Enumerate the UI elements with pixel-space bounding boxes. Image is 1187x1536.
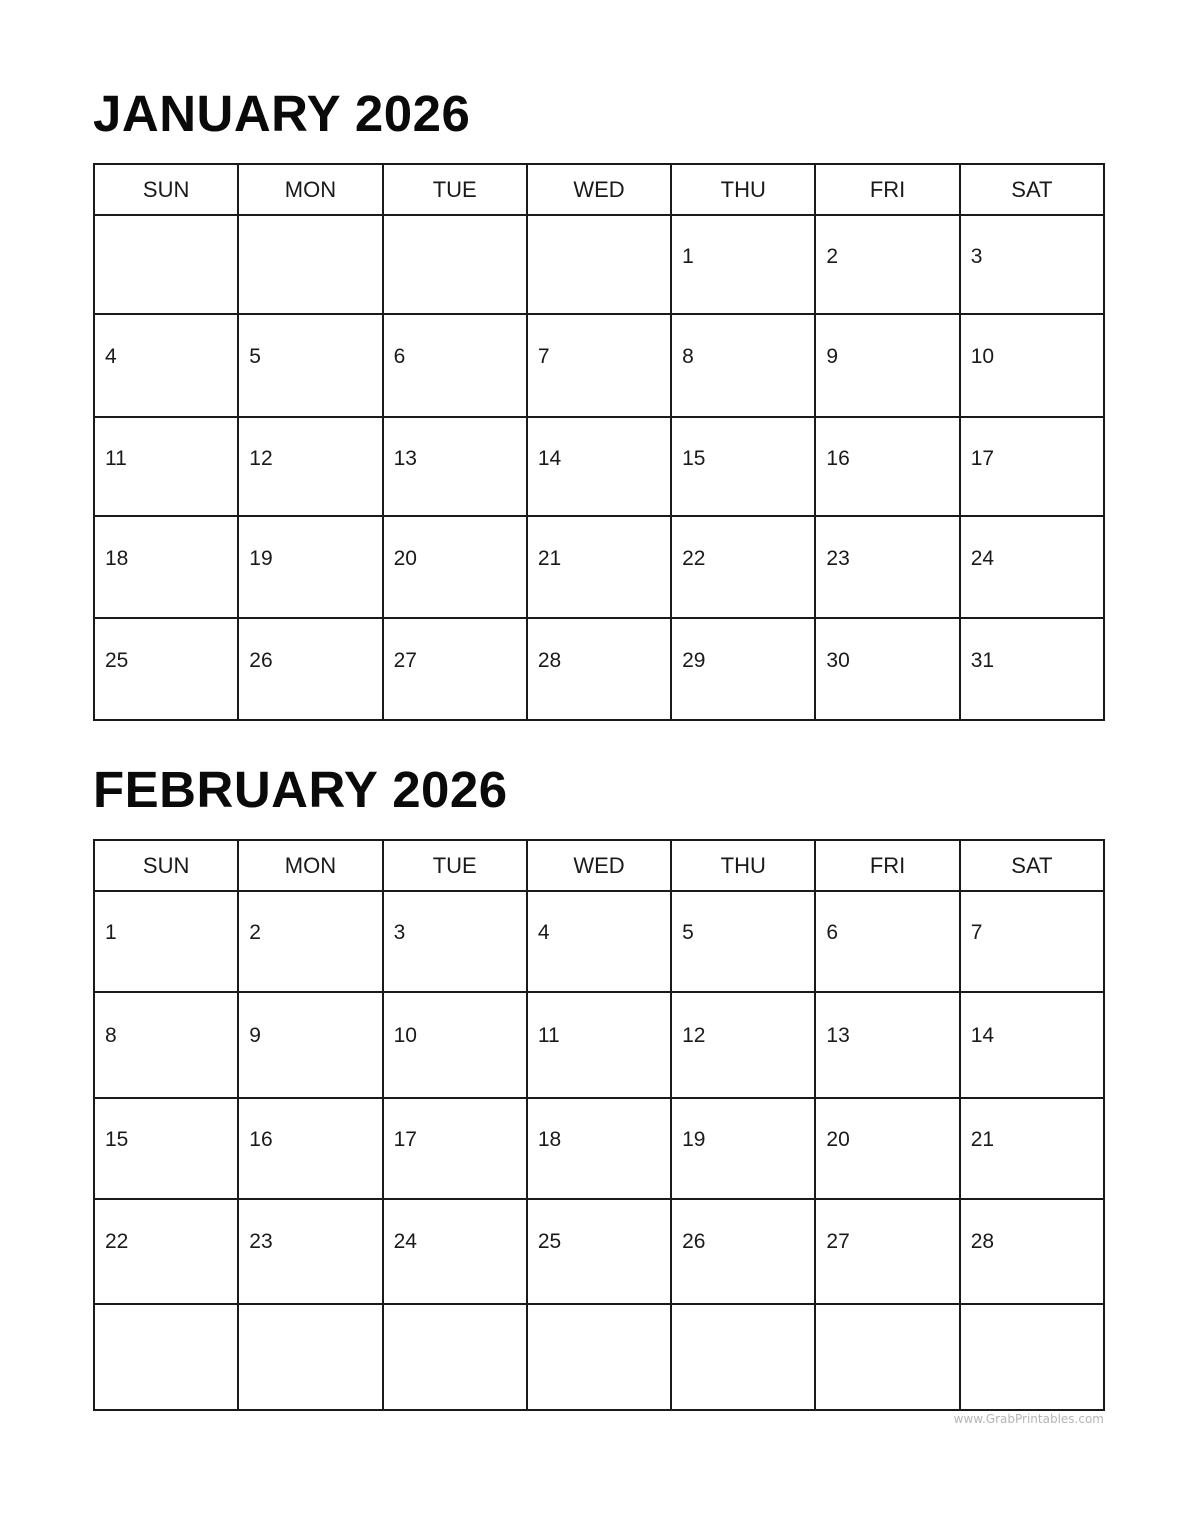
day-number bbox=[528, 1305, 670, 1336]
day-number: 25 bbox=[105, 649, 129, 672]
month-title-january: JANUARY 2026 bbox=[93, 85, 471, 142]
day-cell bbox=[960, 417, 1104, 516]
day-cell bbox=[238, 215, 382, 314]
day-number: 23 bbox=[249, 1230, 273, 1253]
day-number: 19 bbox=[682, 1128, 706, 1151]
day-cell bbox=[527, 314, 671, 417]
day-cell bbox=[527, 516, 671, 618]
day-cell bbox=[238, 891, 382, 992]
day-cell bbox=[383, 891, 527, 992]
day-cell bbox=[815, 1304, 959, 1410]
day-cell bbox=[960, 1098, 1104, 1199]
day-cell bbox=[671, 417, 815, 516]
day-number: 22 bbox=[105, 1230, 129, 1253]
day-number: 20 bbox=[393, 547, 417, 570]
day-number: 10 bbox=[970, 345, 995, 368]
day-cell bbox=[671, 314, 815, 417]
day-cell bbox=[94, 314, 238, 417]
day-number: 1 bbox=[105, 921, 117, 944]
day-number bbox=[528, 216, 670, 245]
day-number: 11 bbox=[537, 1024, 560, 1047]
day-number: 9 bbox=[249, 1024, 261, 1047]
day-number bbox=[95, 216, 237, 245]
day-cell bbox=[671, 1199, 815, 1304]
day-cell bbox=[238, 618, 382, 720]
day-number: 5 bbox=[682, 921, 694, 944]
day-number bbox=[961, 1305, 1103, 1336]
weekday-header: FRI bbox=[815, 164, 959, 215]
day-number: 8 bbox=[105, 1024, 117, 1047]
footer-watermark: www.GrabPrintables.com bbox=[953, 1412, 1104, 1426]
day-cell bbox=[383, 618, 527, 720]
day-number: 15 bbox=[105, 1128, 129, 1151]
weekday-header: MON bbox=[238, 164, 382, 215]
week-row bbox=[94, 516, 1104, 618]
weekday-header: MON bbox=[238, 840, 382, 891]
weekday-header: FRI bbox=[815, 840, 959, 891]
day-number: 14 bbox=[970, 1024, 995, 1047]
day-cell bbox=[94, 992, 238, 1098]
day-cell bbox=[383, 1304, 527, 1410]
day-number: 28 bbox=[537, 649, 562, 672]
day-number bbox=[239, 1305, 381, 1336]
day-number: 28 bbox=[970, 1230, 995, 1253]
week-row bbox=[94, 891, 1104, 992]
day-cell bbox=[960, 215, 1104, 314]
day-number: 15 bbox=[682, 447, 706, 470]
day-cell bbox=[94, 618, 238, 720]
day-number: 27 bbox=[393, 649, 417, 672]
day-number: 7 bbox=[537, 345, 550, 368]
day-number: 16 bbox=[826, 447, 850, 470]
day-number: 4 bbox=[105, 345, 117, 368]
day-number: 16 bbox=[249, 1128, 273, 1151]
day-cell bbox=[815, 516, 959, 618]
week-row bbox=[94, 314, 1104, 417]
day-cell bbox=[815, 891, 959, 992]
day-number: 12 bbox=[249, 447, 273, 470]
weekday-header-row bbox=[94, 164, 1104, 215]
day-cell bbox=[671, 891, 815, 992]
day-cell bbox=[94, 891, 238, 992]
day-cell bbox=[238, 992, 382, 1098]
day-number: 25 bbox=[537, 1230, 562, 1253]
day-cell bbox=[94, 1304, 238, 1410]
day-cell bbox=[238, 1199, 382, 1304]
day-cell bbox=[383, 992, 527, 1098]
week-row bbox=[94, 1098, 1104, 1199]
day-cell bbox=[671, 1098, 815, 1199]
day-number: 31 bbox=[970, 649, 995, 672]
day-cell bbox=[815, 618, 959, 720]
day-cell bbox=[383, 1098, 527, 1199]
day-number: 11 bbox=[105, 447, 127, 470]
day-cell bbox=[671, 618, 815, 720]
day-number: 6 bbox=[826, 921, 839, 944]
day-cell bbox=[527, 618, 671, 720]
day-cell bbox=[527, 992, 671, 1098]
day-cell bbox=[815, 417, 959, 516]
day-number: 8 bbox=[682, 345, 694, 368]
day-number: 18 bbox=[537, 1128, 562, 1151]
day-number bbox=[384, 1305, 526, 1336]
day-cell bbox=[527, 1199, 671, 1304]
day-cell bbox=[815, 215, 959, 314]
day-number: 26 bbox=[249, 649, 273, 672]
day-number: 3 bbox=[393, 921, 406, 944]
day-cell bbox=[527, 417, 671, 516]
day-cell bbox=[960, 516, 1104, 618]
day-cell bbox=[815, 1098, 959, 1199]
weekday-header: TUE bbox=[383, 840, 527, 891]
day-number: 7 bbox=[970, 921, 983, 944]
weekday-header: WED bbox=[527, 164, 671, 215]
day-cell bbox=[815, 992, 959, 1098]
day-number bbox=[95, 1305, 237, 1336]
weekday-header: SUN bbox=[94, 840, 238, 891]
month-title-february: FEBRUARY 2026 bbox=[93, 761, 508, 818]
day-cell bbox=[671, 516, 815, 618]
day-cell bbox=[383, 1199, 527, 1304]
day-cell bbox=[238, 1304, 382, 1410]
week-row bbox=[94, 1199, 1104, 1304]
day-cell bbox=[94, 516, 238, 618]
day-cell bbox=[815, 314, 959, 417]
day-number: 13 bbox=[393, 447, 417, 470]
weekday-header-row bbox=[94, 840, 1104, 891]
day-cell bbox=[383, 215, 527, 314]
day-number: 23 bbox=[826, 547, 850, 570]
day-number: 30 bbox=[826, 649, 850, 672]
day-number: 10 bbox=[393, 1024, 417, 1047]
day-number: 9 bbox=[826, 345, 839, 368]
day-cell bbox=[960, 1304, 1104, 1410]
weekday-header: SAT bbox=[960, 840, 1104, 891]
weekday-header: SAT bbox=[960, 164, 1104, 215]
day-cell bbox=[238, 516, 382, 618]
day-number bbox=[239, 216, 381, 245]
day-number: 27 bbox=[826, 1230, 850, 1253]
day-cell bbox=[960, 314, 1104, 417]
day-cell bbox=[960, 1199, 1104, 1304]
day-number: 6 bbox=[393, 345, 406, 368]
day-number: 2 bbox=[249, 921, 261, 944]
day-number: 13 bbox=[826, 1024, 850, 1047]
day-number: 17 bbox=[970, 447, 995, 470]
day-cell bbox=[960, 992, 1104, 1098]
day-number: 2 bbox=[826, 245, 839, 268]
day-number bbox=[816, 1305, 958, 1336]
day-number: 29 bbox=[682, 649, 706, 672]
day-cell bbox=[383, 417, 527, 516]
weekday-header: SUN bbox=[94, 164, 238, 215]
day-cell bbox=[238, 314, 382, 417]
weekday-header: WED bbox=[527, 840, 671, 891]
weekday-header: THU bbox=[671, 840, 815, 891]
day-number: 14 bbox=[537, 447, 562, 470]
week-row bbox=[94, 1304, 1104, 1410]
day-number: 21 bbox=[537, 547, 562, 570]
day-cell bbox=[960, 618, 1104, 720]
day-number: 21 bbox=[970, 1128, 995, 1151]
day-cell bbox=[94, 1199, 238, 1304]
week-row bbox=[94, 992, 1104, 1098]
day-number: 26 bbox=[682, 1230, 706, 1253]
calendar-grid-january bbox=[93, 163, 1105, 721]
week-row bbox=[94, 215, 1104, 314]
calendar-grid-february bbox=[93, 839, 1105, 1411]
day-number: 1 bbox=[682, 245, 694, 268]
day-number: 3 bbox=[970, 245, 983, 268]
day-cell bbox=[671, 1304, 815, 1410]
day-number bbox=[672, 1305, 814, 1336]
weekday-header: TUE bbox=[383, 164, 527, 215]
day-number: 24 bbox=[970, 547, 995, 570]
weekday-header: THU bbox=[671, 164, 815, 215]
day-cell bbox=[815, 1199, 959, 1304]
day-cell bbox=[527, 1304, 671, 1410]
day-number: 17 bbox=[393, 1128, 417, 1151]
day-number: 22 bbox=[682, 547, 706, 570]
day-cell bbox=[238, 1098, 382, 1199]
day-number: 12 bbox=[682, 1024, 706, 1047]
day-number: 19 bbox=[249, 547, 273, 570]
day-number: 20 bbox=[826, 1128, 850, 1151]
day-cell bbox=[527, 1098, 671, 1199]
day-cell bbox=[383, 516, 527, 618]
week-row bbox=[94, 417, 1104, 516]
day-cell bbox=[960, 891, 1104, 992]
day-cell bbox=[94, 1098, 238, 1199]
day-number: 4 bbox=[537, 921, 550, 944]
day-cell bbox=[238, 417, 382, 516]
day-number bbox=[384, 216, 526, 245]
day-cell bbox=[671, 215, 815, 314]
week-row bbox=[94, 618, 1104, 720]
day-cell bbox=[671, 992, 815, 1098]
day-cell bbox=[94, 215, 238, 314]
day-cell bbox=[383, 314, 527, 417]
day-number: 18 bbox=[105, 547, 129, 570]
day-cell bbox=[94, 417, 238, 516]
day-number: 5 bbox=[249, 345, 261, 368]
day-number: 24 bbox=[393, 1230, 417, 1253]
day-cell bbox=[527, 891, 671, 992]
day-cell bbox=[527, 215, 671, 314]
